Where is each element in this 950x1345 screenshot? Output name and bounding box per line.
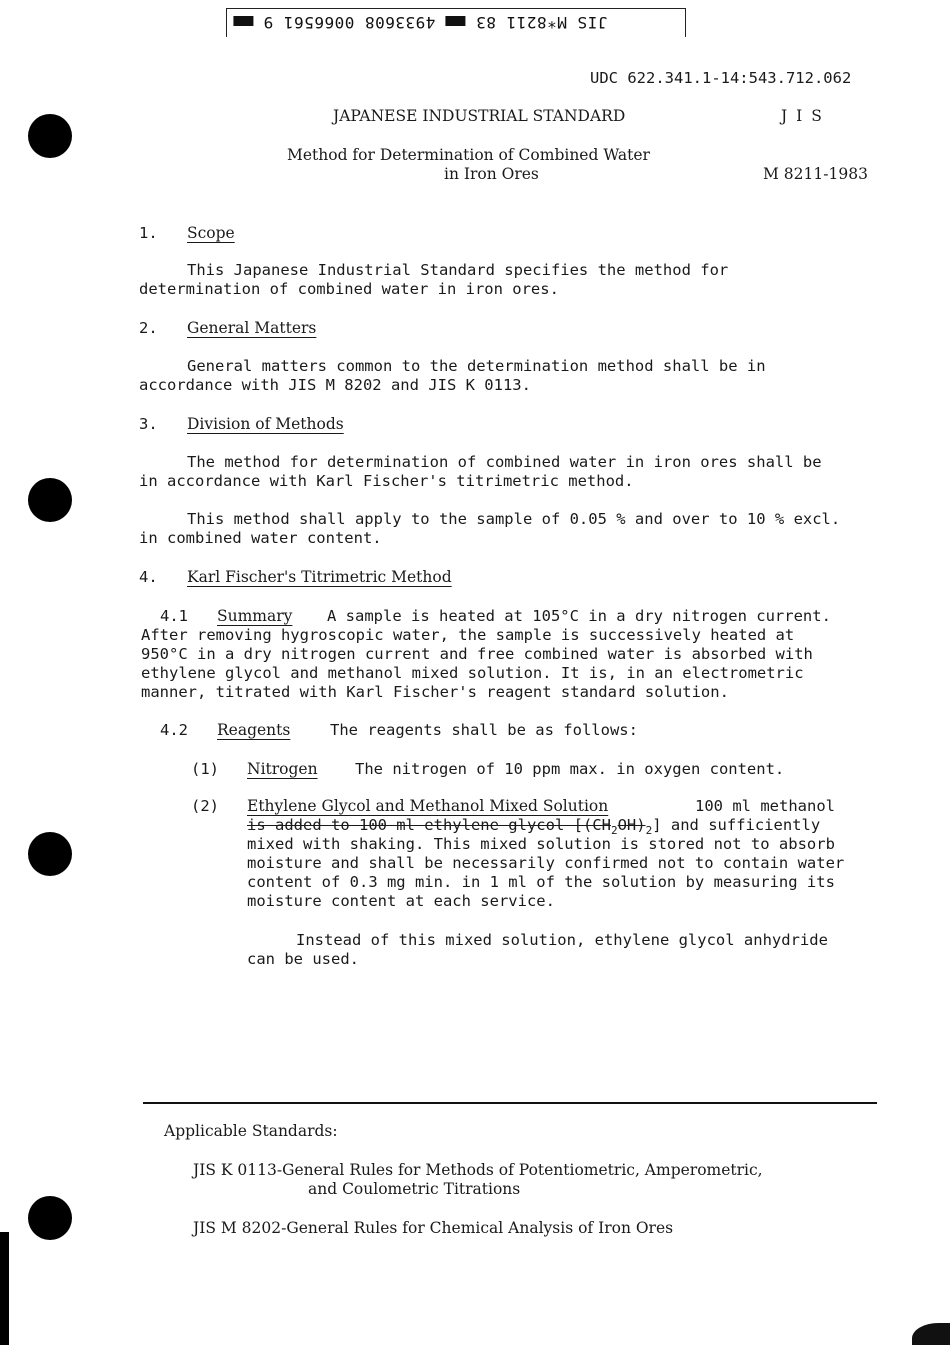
section-2-line-2: accordance with JIS M 8202 and JIS K 0113. [139,376,531,394]
section-3-line-2: in accordance with Karl Fischer's titrimetric method. [139,472,634,490]
designation: M 8211-1983 [763,165,868,183]
footer-rule [143,1102,877,1104]
title-line-2: in Iron Ores [444,165,539,183]
subsection-4-2-heading: Reagents [217,721,291,739]
section-1-heading: Scope [187,224,235,242]
section-3-line-3: This method shall apply to the sample of 0.05 % and over to 10 % excl. [187,510,841,528]
applicable-standards-title: Applicable Standards: [164,1122,338,1140]
item-2-number: (2) [191,797,219,815]
section-1-line-2: determination of combined water in iron ores. [139,280,559,298]
applicable-std-1-line-1: JIS K 0113-General Rules for Methods of Potentiometric, Amperometric, [193,1161,763,1179]
subsection-4-1-heading: Summary [217,607,293,625]
redaction-block-1 [446,17,466,27]
header-code-left: JIS M*8211 83 [475,13,608,32]
item-2-line-3: mixed with shaking. This mixed solution is stored not to absorb [247,835,835,853]
title-line-1: Method for Determination of Combined Water [287,146,650,164]
item-2-line-6: moisture content at each service. [247,892,555,910]
scan-smudge [912,1323,950,1345]
summary-line-3: 950°C in a dry nitrogen current and free combined water is absorbed with [141,645,813,663]
item-1-number: (1) [191,760,219,778]
section-3-number: 3. [139,415,158,433]
reagents-intro: The reagents shall be as follows: [330,721,638,739]
summary-line-1: A sample is heated at 105°C in a dry nitrogen current. [327,607,831,625]
item-2-para2-line-1: Instead of this mixed solution, ethylene glycol anhydride [296,931,828,949]
binder-hole-1 [28,114,72,158]
binder-hole-3 [28,832,72,876]
section-4-number: 4. [139,568,158,586]
item-1-text: The nitrogen of 10 ppm max. in oxygen content. [355,760,785,778]
formula-subscript-1: 2 [610,824,618,838]
jis-mark: J I S [781,107,824,125]
subsection-4-1-number: 4.1 [160,607,188,625]
item-2-line-4: moisture and shall be necessarily confirmed not to contain water [247,854,845,872]
binder-hole-2 [28,478,72,522]
formula-subscript-2: 2 [645,824,653,838]
applicable-std-2: JIS M 8202-General Rules for Chemical Analysis of Iron Ores [193,1219,674,1237]
section-1-number: 1. [139,224,158,242]
item-2-line-2-a: is added to 100 ml ethylene glycol [(CH [247,816,611,834]
section-2-line-1: General matters common to the determination method shall be in [187,357,766,375]
section-3-heading: Division of Methods [187,415,344,433]
item-2-line-1-tail: 100 ml methanol [695,797,835,815]
section-4-heading: Karl Fischer's Titrimetric Method [187,568,452,586]
subsection-4-2-number: 4.2 [160,721,188,739]
header-code-mid: 4933608 0066561 9 [263,13,436,32]
summary-line-4: ethylene glycol and methanol mixed solution. It is, in an electrometric [141,664,804,682]
header-strip [226,8,686,37]
header-strip-text [233,13,607,32]
item-2-para2-line-2: can be used. [247,950,359,968]
summary-line-2: After removing hygroscopic water, the sample is successively heated at [141,626,795,644]
standard-org: JAPANESE INDUSTRIAL STANDARD [333,107,626,125]
redaction-block-2 [233,17,253,27]
section-2-heading: General Matters [187,319,317,337]
scan-edge-mark [0,1232,9,1345]
applicable-std-1-line-2: and Coulometric Titrations [308,1180,521,1198]
item-2-heading: Ethylene Glycol and Methanol Mixed Solution [247,797,609,815]
section-1-line-1: This Japanese Industrial Standard specifies the method for [187,261,729,279]
item-2-line-2-c: ] and sufficiently [652,816,821,834]
udc-number: UDC 622.341.1-14:543.712.062 [590,69,852,87]
summary-line-5: manner, titrated with Karl Fischer's reagent standard solution. [141,683,729,701]
section-2-number: 2. [139,319,158,337]
section-3-line-1: The method for determination of combined water in iron ores shall be [187,453,822,471]
binder-hole-4 [28,1196,72,1240]
item-2-line-2-b: OH) [617,816,646,834]
section-3-line-4: in combined water content. [139,529,382,547]
item-1-heading: Nitrogen [247,760,318,778]
item-2-line-5: content of 0.3 mg min. in 1 ml of the solution by measuring its [247,873,835,891]
